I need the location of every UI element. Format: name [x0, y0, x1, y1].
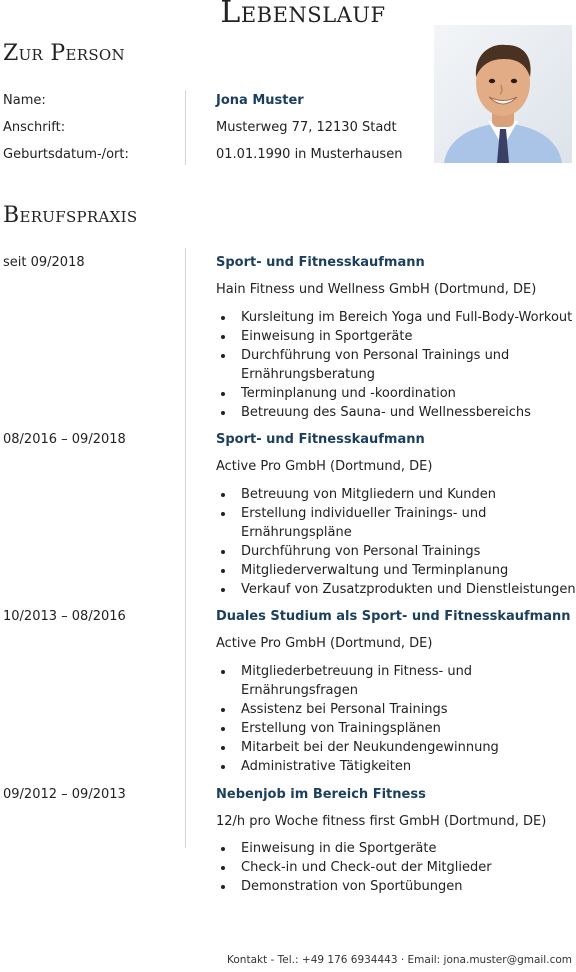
section-title-experience: Berufspraxis [3, 203, 138, 228]
job-2-company: Active Pro GmbH (Dortmund, DE) [216, 459, 433, 474]
job-4-tasks [216, 839, 576, 896]
list-item: Administrative Tätigkeiten [216, 757, 576, 776]
personal-divider [185, 90, 186, 165]
job-1-tasks [216, 308, 576, 422]
job-3-title: Duales Studium als Sport- und Fitnesskaufmann [216, 609, 571, 624]
job-2-tasks [216, 485, 576, 599]
job-2-date: 08/2016 – 09/2018 [3, 432, 126, 447]
list-item: Check-in und Check-out der Mitglieder [216, 858, 576, 877]
birth-value: 01.01.1990 in Musterhausen [216, 147, 403, 162]
section-title-personal: Zur Person [3, 41, 125, 66]
name-label: Name: [3, 93, 46, 108]
profile-photo [434, 25, 572, 163]
job-4-date: 09/2012 – 09/2013 [3, 787, 126, 802]
list-item: Betreuung von Mitgliedern und Kunden [216, 485, 576, 504]
list-item: Mitgliederverwaltung und Terminplanung [216, 561, 576, 580]
experience-divider [185, 248, 186, 848]
list-item: Einweisung in die Sportgeräte [216, 839, 576, 858]
list-item: Betreuung des Sauna- und Wellnessbereichs [216, 403, 576, 422]
document-title: Lebenslauf [220, 0, 386, 30]
job-4-company: 12/h pro Woche fitness first GmbH (Dortmund, DE) [216, 814, 547, 829]
birth-label: Geburtsdatum-/ort: [3, 147, 129, 162]
list-item: Demonstration von Sportübungen [216, 877, 576, 896]
job-3-date: 10/2013 – 08/2016 [3, 609, 126, 624]
person-portrait-icon [434, 25, 572, 163]
list-item: Erstellung von Trainingsplänen [216, 719, 576, 738]
list-item: Kursleitung im Bereich Yoga und Full-Body-Workout [216, 308, 576, 327]
job-3-tasks [216, 662, 576, 776]
list-item: Assistenz bei Personal Trainings [216, 700, 576, 719]
job-4-title: Nebenjob im Bereich Fitness [216, 787, 426, 802]
job-1-title: Sport- und Fitnesskaufmann [216, 255, 425, 270]
list-item: Erstellung individueller Trainings- und Ernährungspläne [216, 504, 576, 542]
name-value: Jona Muster [216, 93, 304, 108]
list-item: Mitarbeit bei der Neukundengewinnung [216, 738, 576, 757]
job-2-title: Sport- und Fitnesskaufmann [216, 432, 425, 447]
contact-footer: Kontakt - Tel.: +49 176 6934443 · Email: jona.muster@gmail.com [227, 954, 572, 966]
address-value: Musterweg 77, 12130 Stadt [216, 120, 397, 135]
list-item: Terminplanung und -koordination [216, 384, 576, 403]
list-item: Mitgliederbetreuung in Fitness- und Ernährungsfragen [216, 662, 576, 700]
list-item: Durchführung von Personal Trainings und Ernährungsberatung [216, 346, 576, 384]
job-3-company: Active Pro GmbH (Dortmund, DE) [216, 636, 433, 651]
job-1-date: seit 09/2018 [3, 255, 85, 270]
list-item: Durchführung von Personal Trainings [216, 542, 576, 561]
list-item: Verkauf von Zusatzprodukten und Dienstleistungen [216, 580, 576, 599]
address-label: Anschrift: [3, 120, 66, 135]
job-1-company: Hain Fitness und Wellness GmbH (Dortmund, DE) [216, 282, 537, 297]
list-item: Einweisung in Sportgeräte [216, 327, 576, 346]
